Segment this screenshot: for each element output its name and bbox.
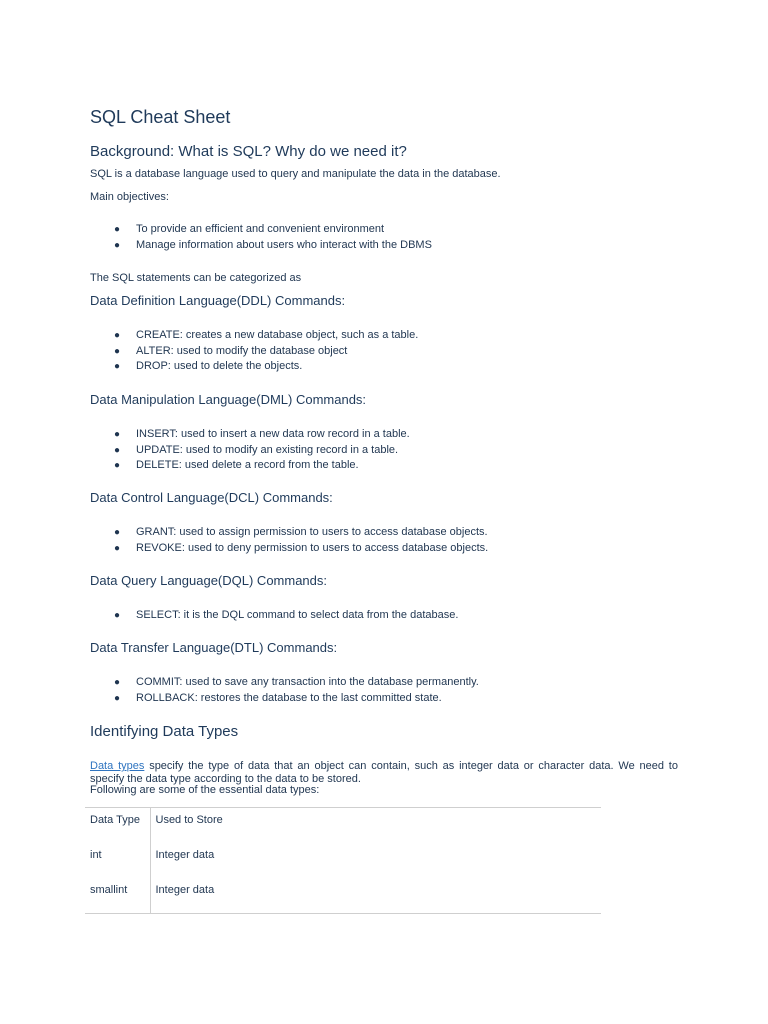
list-item: ● DROP: used to delete the objects. (0, 359, 418, 375)
bullet-icon: ● (114, 224, 121, 235)
dcl-heading: Data Control Language(DCL) Commands: (90, 490, 333, 505)
list-item: ● REVOKE: used to deny permission to users to access database objects. (0, 541, 488, 557)
bullet-icon: ● (114, 692, 121, 704)
table-cell: Integer data (155, 848, 215, 861)
list-item: ● Manage information about users who interact with the DBMS (0, 238, 432, 254)
datatypes-heading: Identifying Data Types (90, 723, 239, 740)
datatypes-paragraph: Data types specify the type of data that an object can contain, such as integer data or character data. We need to specify the data type according to the data to be stored. (90, 760, 678, 785)
bullet-icon: ● (114, 345, 121, 357)
bullet-icon: ● (114, 542, 121, 554)
bullet-icon: ● (114, 677, 121, 688)
bullet-icon: ● (114, 444, 121, 456)
dml-heading: Data Manipulation Language(DML) Commands: (90, 392, 367, 407)
background-intro: SQL is a database language used to query and manipulate the data in the database. (90, 168, 501, 180)
page-title: SQL Cheat Sheet (90, 107, 231, 127)
table-header-cell: Used to Store (155, 814, 223, 826)
list-item: ● UPDATE: used to modify an existing record in a table. (0, 443, 410, 459)
dcl-list (0, 525, 488, 556)
data-types-table (85, 807, 601, 914)
background-heading: Background: What is SQL? Why do we need it? (90, 143, 407, 160)
list-item: ● COMMIT: used to save any transaction into the database permanently. (0, 675, 479, 691)
bullet-icon: ● (114, 460, 121, 471)
table-cell: Integer data (155, 883, 215, 896)
list-item: ● ALTER: used to modify the database object (0, 344, 418, 360)
bullet-icon: ● (114, 610, 121, 621)
list-item: ● To provide an efficient and convenient environment (0, 222, 432, 238)
data-types-link[interactable]: Data types (90, 760, 145, 772)
dql-heading: Data Query Language(DQL) Commands: (90, 573, 328, 588)
list-item: ● ROLLBACK: restores the database to the last committed state. (0, 691, 479, 707)
categorized-text: The SQL statements can be categorized as (90, 272, 302, 284)
bullet-icon: ● (114, 527, 121, 538)
bullet-icon: ● (114, 429, 121, 440)
list-item: ● GRANT: used to assign permission to users to access database objects. (0, 525, 488, 541)
ddl-list (0, 328, 418, 375)
table-header-cell: Data Type (85, 808, 150, 843)
essential-types-text: Following are some of the essential data types: (90, 784, 320, 796)
objectives-label: Main objectives: (90, 191, 169, 203)
list-item: ● INSERT: used to insert a new data row record in a table. (0, 427, 410, 443)
list-item: ● CREATE: creates a new database object, such as a table. (0, 328, 418, 344)
bullet-icon: ● (114, 330, 121, 341)
table-header-row (85, 808, 601, 843)
dql-list (0, 608, 458, 624)
dtl-list (0, 675, 479, 706)
table-row (85, 843, 601, 878)
table-cell: int (85, 843, 150, 878)
bullet-icon: ● (114, 361, 121, 372)
ddl-heading: Data Definition Language(DDL) Commands: (90, 293, 346, 308)
dml-list (0, 427, 410, 474)
table-cell: smallint (85, 878, 150, 914)
list-item: ● SELECT: it is the DQL command to select data from the database. (0, 608, 458, 624)
dtl-heading: Data Transfer Language(DTL) Commands: (90, 640, 338, 655)
table-row (85, 878, 601, 914)
list-item: ● DELETE: used delete a record from the table. (0, 458, 410, 474)
bullet-icon: ● (114, 239, 121, 251)
objectives-list (0, 222, 432, 253)
